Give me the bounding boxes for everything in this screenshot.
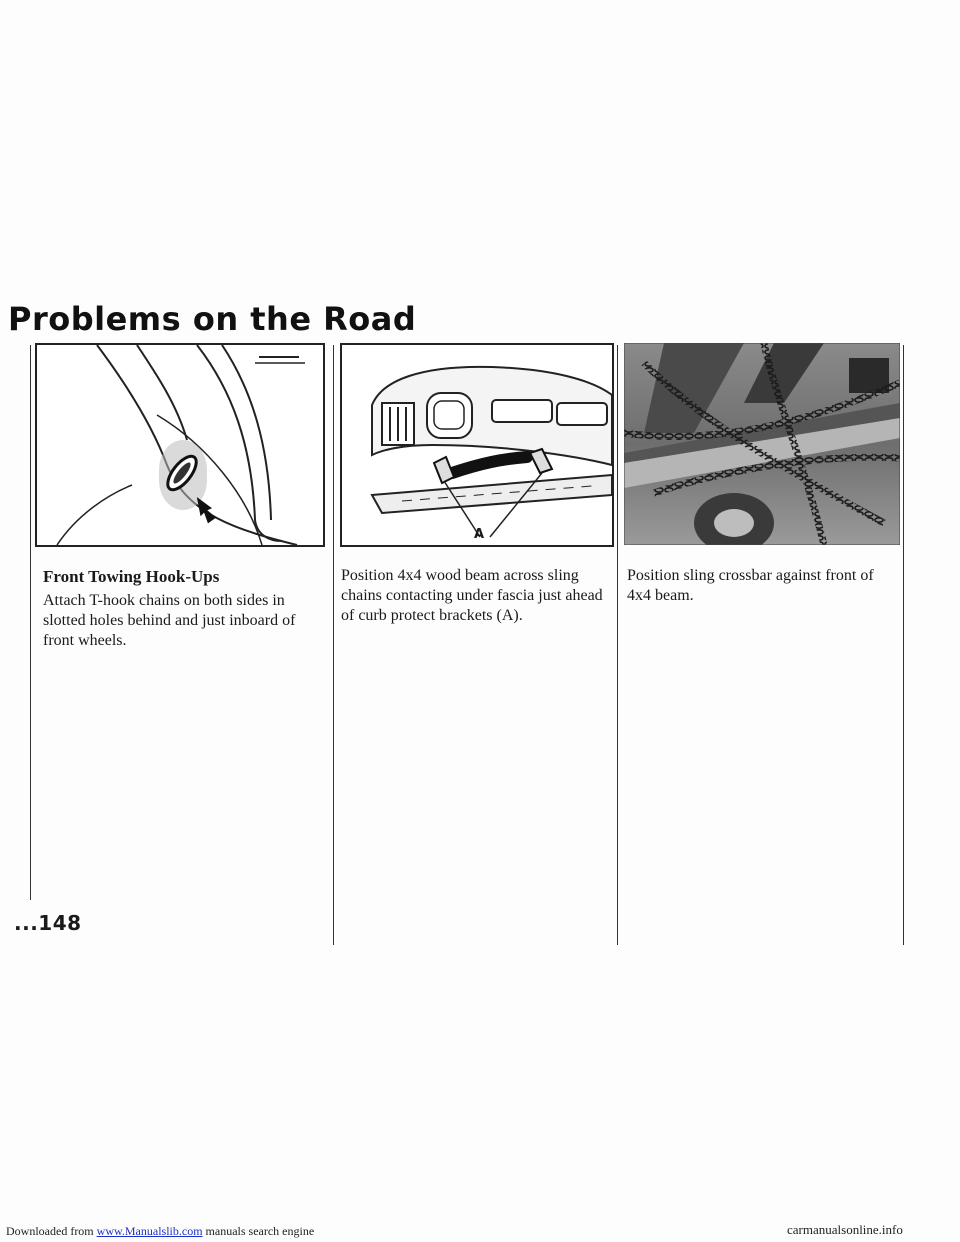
body-text-column-2: Position 4x4 wood beam across sling chains contacting under fascia just ahead of curb protect brackets (A).: [341, 567, 603, 624]
body-text-column-1: Attach T-hook chains on both sides in slotted holes behind and just inboard of front wheels.: [43, 592, 296, 649]
download-footer: [6, 1224, 314, 1239]
page-title: Problems on the Road: [8, 300, 417, 338]
footer-prefix: Downloaded from: [6, 1224, 97, 1238]
column-divider-left: [30, 345, 31, 900]
body-text-column-3: Position sling crossbar against front of 4x4 beam.: [627, 567, 874, 604]
page-number: ...148: [14, 911, 82, 935]
figure-callout-a: A: [474, 527, 485, 542]
figure-beam-under-fascia: [340, 343, 614, 547]
section-heading-front-towing-hook-ups: Front Towing Hook-Ups: [43, 567, 220, 586]
column-divider-1: [333, 345, 334, 945]
footer-suffix: manuals search engine: [202, 1224, 315, 1238]
column-divider-right: [903, 345, 904, 945]
footer-link[interactable]: www.Manualslib.com: [96, 1224, 203, 1238]
column-divider-2: [617, 345, 618, 945]
watermark-text: carmanualsonline.info: [787, 1222, 903, 1237]
figure-sling-crossbar-photo: [624, 343, 900, 545]
figure-tow-hook-slot: [35, 343, 325, 547]
